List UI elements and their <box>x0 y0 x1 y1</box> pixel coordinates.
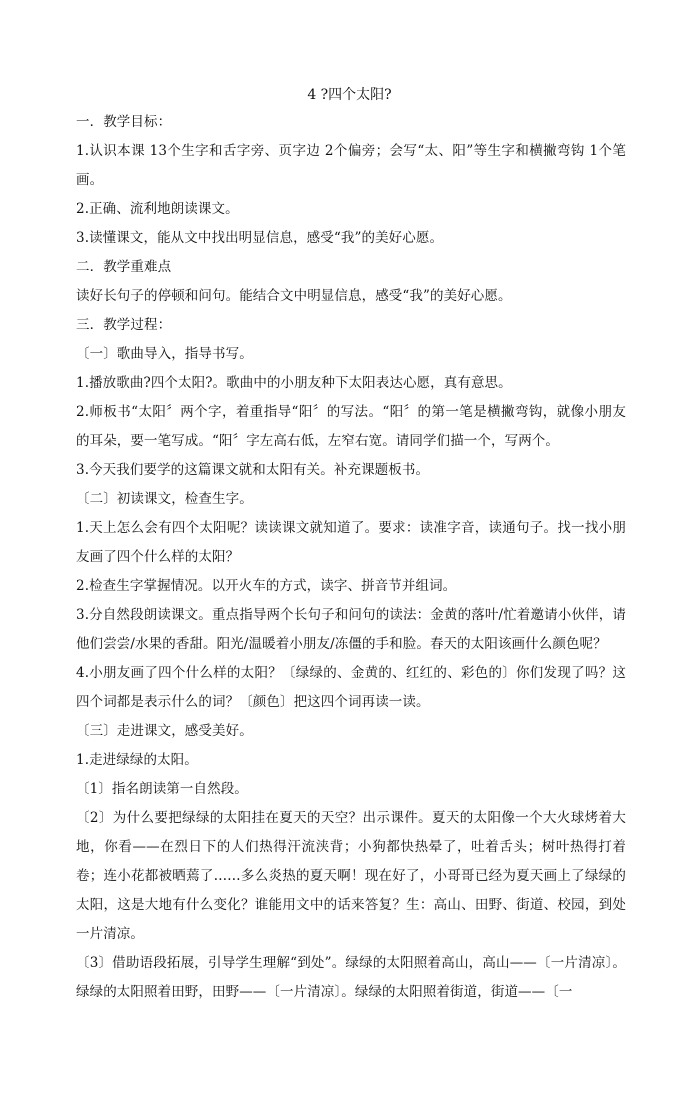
paragraph: 3.今天我们要学的这篇课文就和太阳有关。补充课题板书。 <box>76 462 430 478</box>
paragraph: 3.分自然段朗读课文。重点指导两个长句子和问句的读法：金黄的落叶/忙着邀请小伙伴，请他们尝尝/水果的香甜。阳光/温暖着小朋友/冻僵的手和脸。春天的太阳该画什么颜色呢？ <box>76 607 626 652</box>
paragraph: 1.天上怎么会有四个太阳呢？读读课文就知道了。要求：读准字音，读通句子。找一找小朋友画了四个什么样的太阳？ <box>76 520 626 565</box>
subsection-heading: 〔三〕走进课文，感受美好。 <box>76 723 253 739</box>
paragraph: 〔3〕借助语段拓展，引导学生理解“到处”。绿绿的太阳照着高山，高山——〔一片清凉〕。绿绿的太阳照着田野，田野——〔一片清凉〕。绿绿的太阳照着街道，街道——〔一 <box>76 955 626 1000</box>
subsection-heading: 〔一〕歌曲导入，指导书写。 <box>76 346 253 362</box>
section-heading-difficulties: 二．教学重难点 <box>76 259 172 275</box>
paragraph: 2.师板书“太阳〞两个字，着重指导“阳〞的写法。“阳〞的第一笔是横撇弯钩，就像小朋友的耳朵，要一笔写成。“阳〞字左高右低，左窄右宽。请同学们描一个，写两个。 <box>76 404 626 449</box>
paragraph: 1.播放歌曲?四个太阳?。歌曲中的小朋友种下太阳表达心愿，真有意思。 <box>76 375 512 391</box>
paragraph: 〔1〕指名朗读第一自然段。 <box>76 781 248 797</box>
page-title: 4 ?四个太阳? <box>307 87 392 103</box>
section-heading-process: 三．教学过程： <box>76 317 172 333</box>
paragraph: 2.检查生字掌握情况。以开火车的方式，读字、拼音节并组词。 <box>76 578 457 594</box>
paragraph: 3.读懂课文，能从文中找出明显信息，感受“我”的美好心愿。 <box>76 230 444 246</box>
paragraph: 1.认识本课 13个生字和舌字旁、页字边 2个偏旁；会写“太、阳”等生字和横撇弯钩 1个笔画。 <box>76 143 626 188</box>
paragraph: 2.正确、流利地朗读课文。 <box>76 201 239 217</box>
section-heading-objectives: 一．教学目标： <box>76 114 172 130</box>
subsection-heading: 〔二〕初读课文，检查生字。 <box>76 491 253 507</box>
paragraph: 〔2〕为什么要把绿绿的太阳挂在夏天的天空？出示课件。夏天的太阳像一个大火球烤着大地，你看——在烈日下的人们热得汗流浃背；小狗都快热晕了，吐着舌头；树叶热得打着卷；连小花都被晒蔫了……多么炎热的夏天啊！现在好了，小哥哥已经为夏天画上了绿绿的太阳，这是大地有什么变化？谁能用文中的话来答复？生：高山、田野、街道、校园，到处一片清凉。 <box>76 810 626 942</box>
document-body <box>76 108 626 1007</box>
paragraph: 1.走进绿绿的太阳。 <box>76 752 198 768</box>
paragraph: 4.小朋友画了四个什么样的太阳？〔绿绿的、金黄的、红红的、彩色的〕你们发现了吗？这四个词都是表示什么的词？〔颜色〕把这四个词再读一读。 <box>76 665 626 710</box>
paragraph: 读好长句子的停顿和问句。能结合文中明显信息，感受“我”的美好心愿。 <box>76 288 512 304</box>
